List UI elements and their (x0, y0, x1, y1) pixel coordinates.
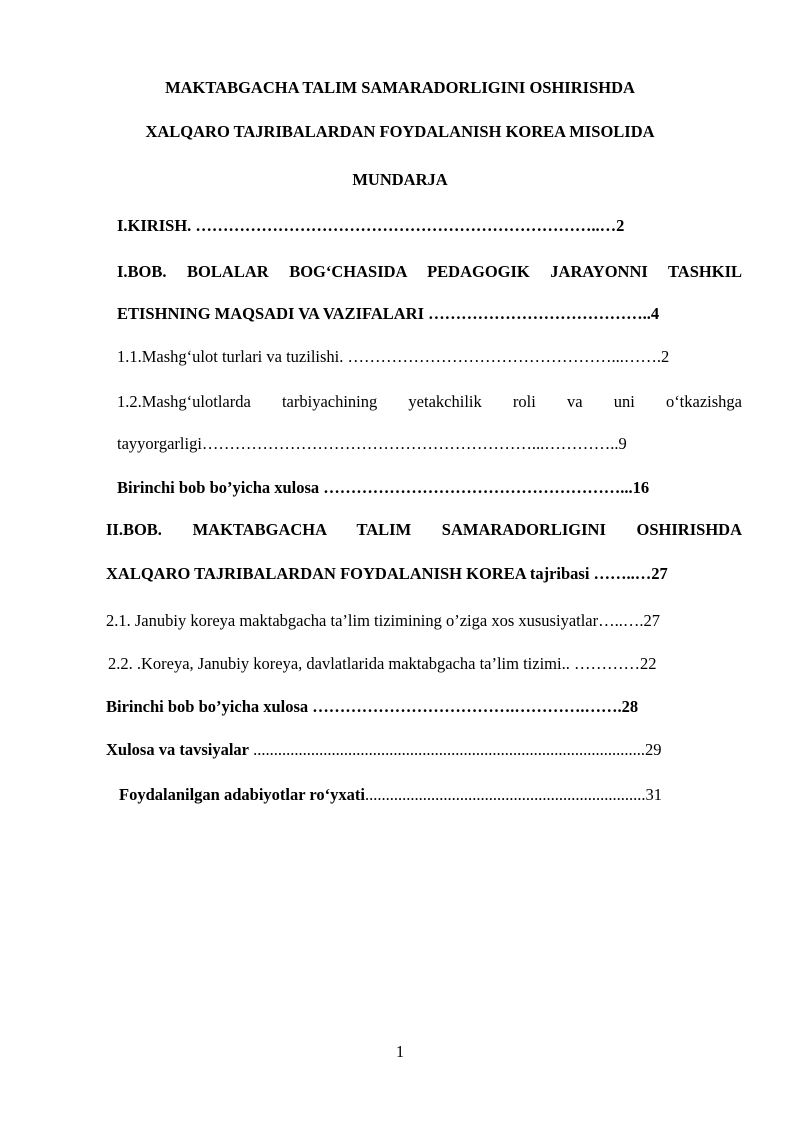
toc-entry-references (119, 785, 662, 805)
toc-entry-bob2-line-1: II.BOB. MAKTABGACHA TALIM SAMARADORLIGINI OSHIRISHDA (106, 520, 742, 539)
toc-entry-bob1-line-2: ETISHNING MAQSADI VA VAZIFALARI …………………………………..4 (117, 304, 660, 323)
page-number: 1 (395, 1042, 405, 1061)
toc-entry-section-2-1: 2.1. Janubiy koreya maktabgacha ta’lim tizimining o’ziga xos xususiyatlar…..….27 (106, 611, 660, 630)
toc-entry-bob1-line-1: I.BOB. BOLALAR BOG‘CHASIDA PEDAGOGIK JARAYONNI TASHKIL (117, 262, 742, 281)
toc-entry-chapter-2-conclusion: Birinchi bob bo’yicha xulosa ……………………………….………….…….28 (106, 697, 639, 716)
conclusions-recommendations-leader: ...............................................................................................29 (249, 740, 662, 759)
toc-entry-conclusions-recommendations (106, 740, 662, 760)
toc-entry-section-1-1: 1.1.Mashg‘ulot turlari va tuzilishi. …………………………………………...…….2 (117, 347, 670, 366)
conclusions-recommendations-label: Xulosa va tavsiyalar (106, 740, 250, 759)
toc-entry-bob2-line-2: XALQARO TAJRIBALARDAN FOYDALANISH KOREA tajribasi ……..…27 (106, 564, 668, 583)
references-label: Foydalanilgan adabiyotlar ro‘yxati (119, 785, 366, 804)
document-title-line-2: XALQARO TAJRIBALARDAN FOYDALANISH KOREA MISOLIDA (145, 122, 655, 141)
toc-entry-kirish: I.KIRISH. ………………………………………………………………..…2 (117, 216, 625, 235)
contents-heading: MUNDARJA (352, 170, 448, 189)
references-leader: ....................................................................31 (365, 785, 663, 804)
toc-entry-chapter-1-conclusion: Birinchi bob bo’yicha xulosa ………………………………………………...16 (117, 478, 650, 497)
document-title-line-1: MAKTABGACHA TALIM SAMARADORLIGINI OSHIRISHDA (165, 78, 635, 97)
toc-entry-section-1-2-line-1: 1.2.Mashg‘ulotlarda tarbiyachining yetakchilik roli va uni o‘tkazishga (117, 392, 742, 411)
toc-entry-section-2-2: 2.2. .Koreya, Janubiy koreya, davlatlarida maktabgacha ta’lim tizimi.. …………22 (108, 654, 657, 673)
toc-entry-section-1-2-line-2: tayyorgarligi……………………………………………………...…………..9 (117, 434, 627, 453)
